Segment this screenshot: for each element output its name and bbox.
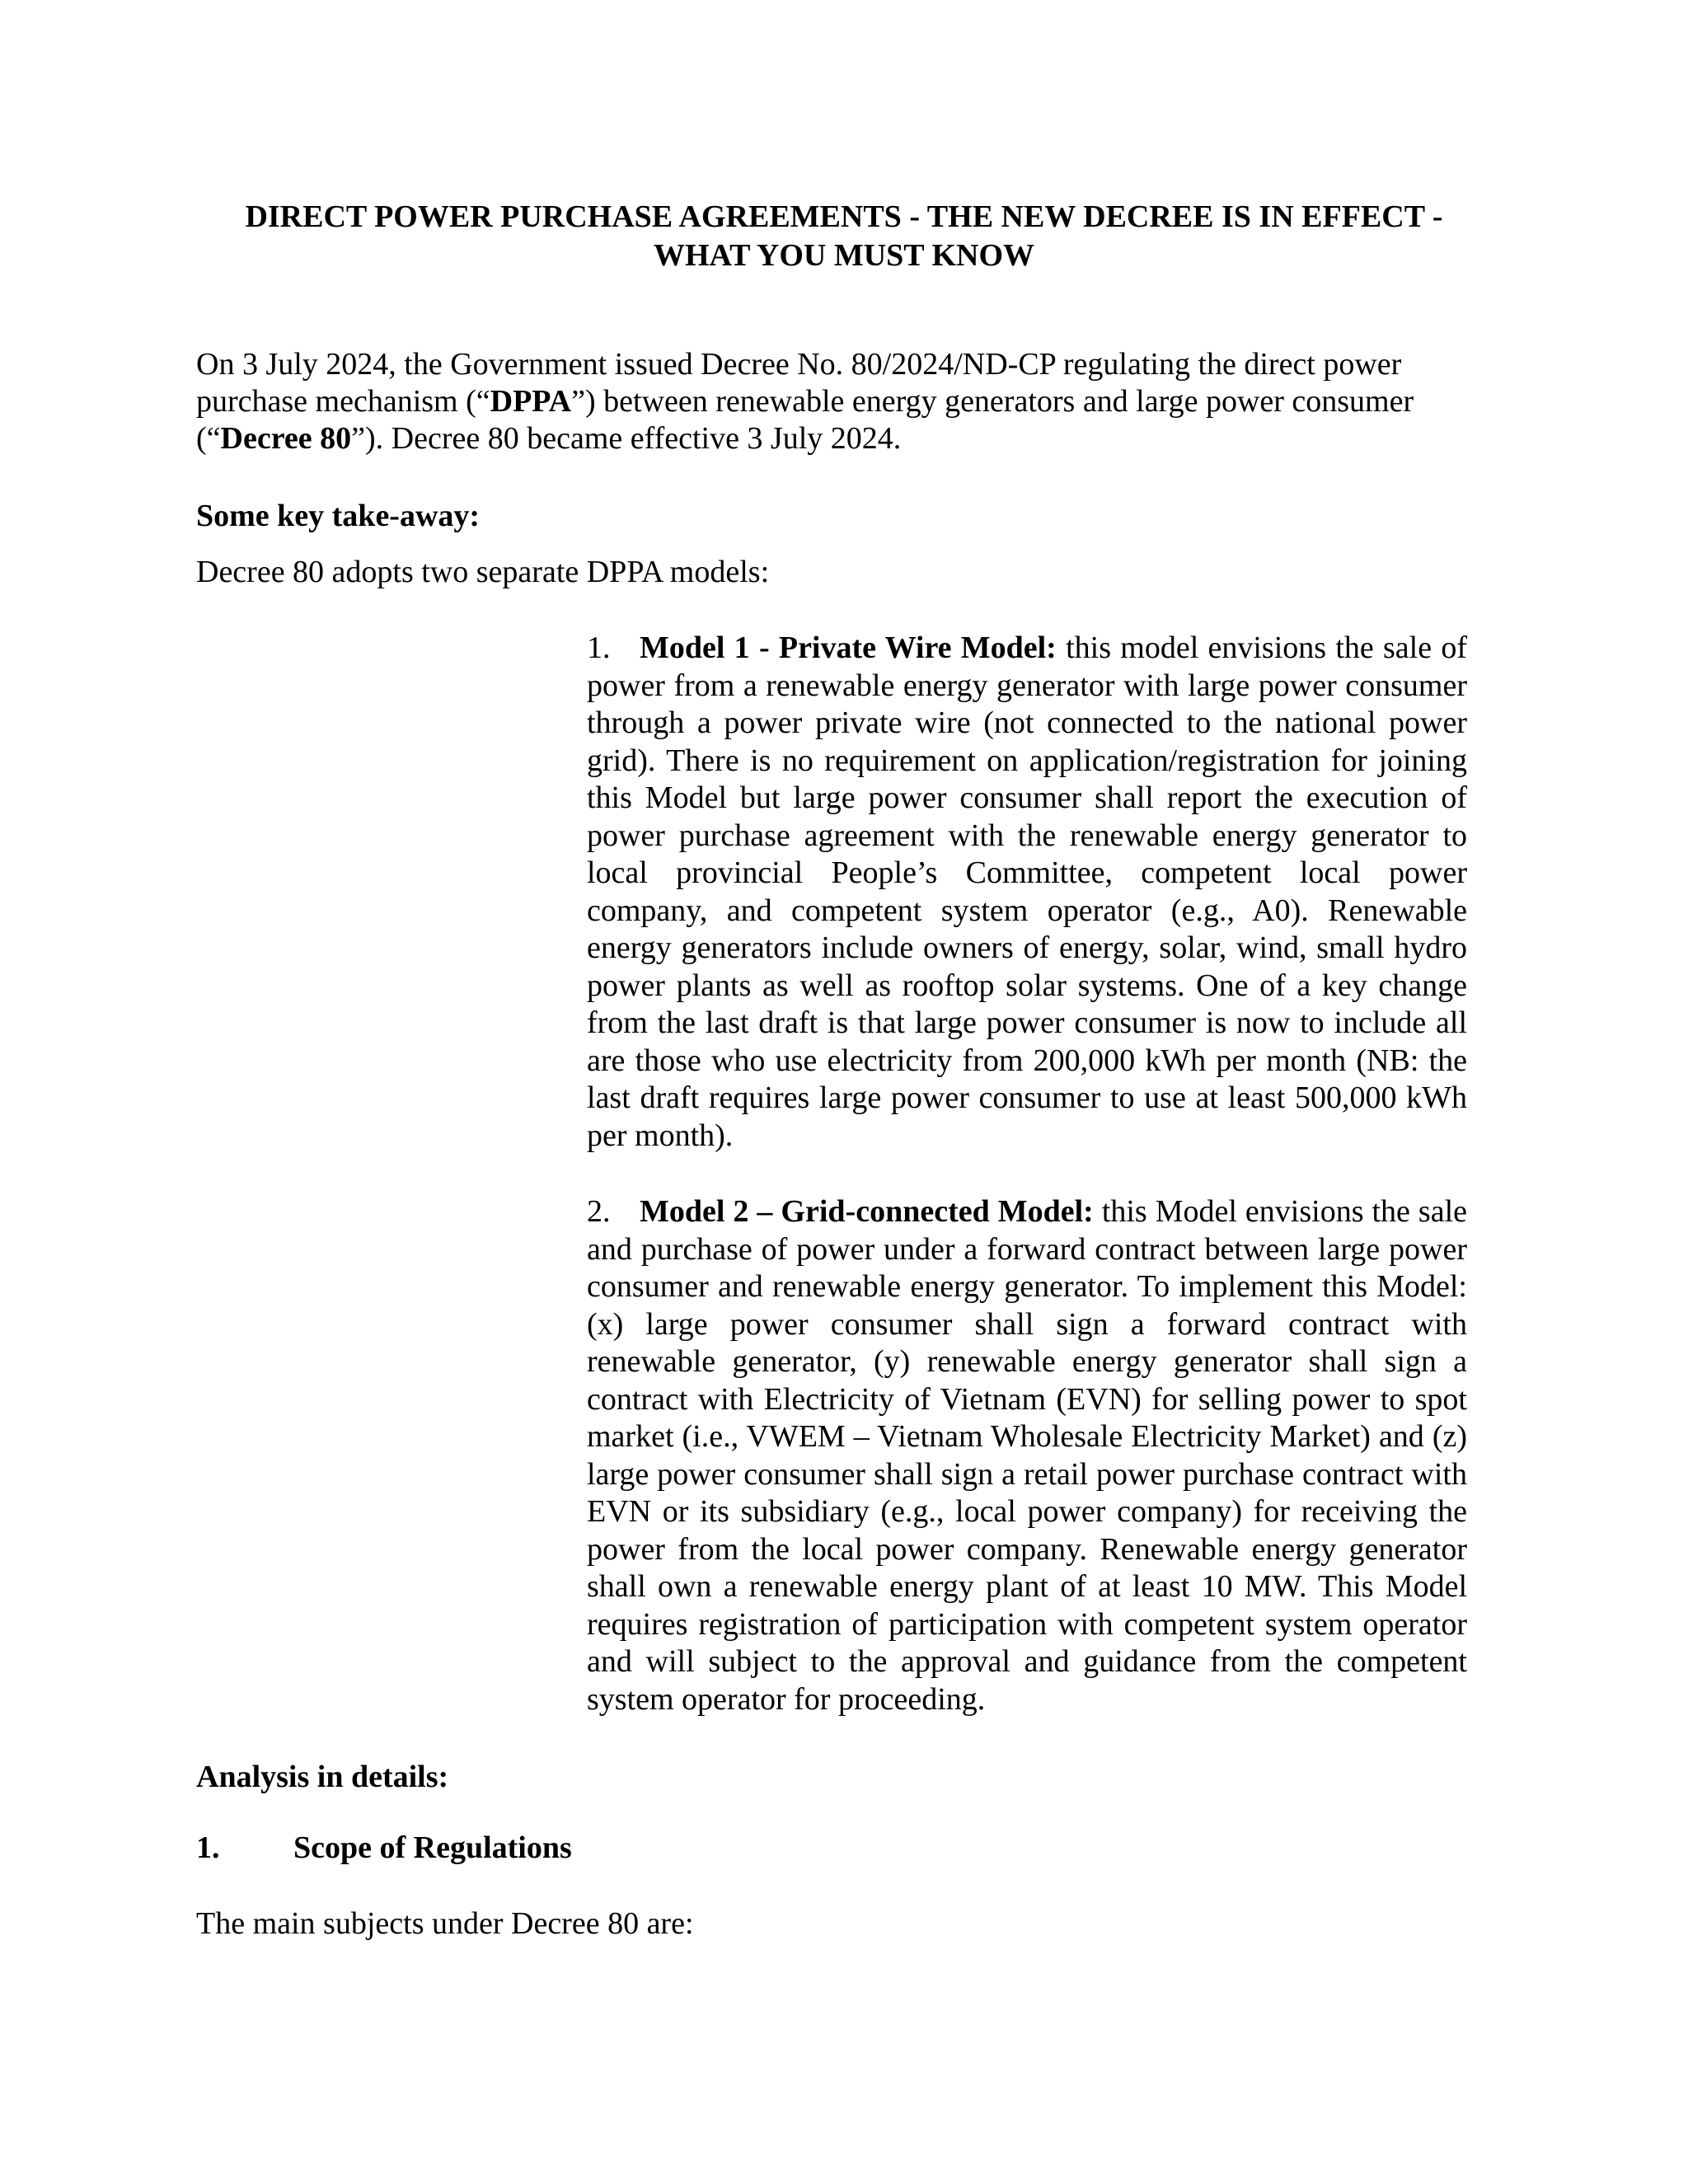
- intro-text-1: On 3 July 2024, the Government issued Decree No. 80/2024/ND-CP regulating the direct power purchase mechanism (“: [196, 347, 1402, 419]
- intro-paragraph: [196, 346, 1472, 457]
- model-1-number: 1.: [587, 630, 611, 665]
- model-2-item: [587, 1193, 1467, 1718]
- model-1-title: Model 1 - Private Wire Model:: [640, 630, 1057, 665]
- intro-term-dppa: DPPA: [490, 384, 572, 419]
- model-2-number: 2.: [587, 1194, 611, 1229]
- title-line-2: WHAT YOU MUST KNOW: [653, 238, 1035, 273]
- document-title: [196, 198, 1492, 275]
- section-1-number: 1.: [196, 1830, 220, 1865]
- model-1-item: [587, 630, 1467, 1155]
- intro-text-2: ”) between renewable energy generators and large power consumer (“: [196, 384, 1414, 456]
- takeaway-heading: Some key take-away:: [196, 499, 481, 533]
- section-1-title: Scope of Regulations: [293, 1830, 572, 1865]
- model-2-text: this Model envisions the sale and purchase of power under a forward contract between large power consumer and renewable energy generator. To implement this Model: (x) large power consumer shall sign a forward contract with renewable generator, (y) renewable energy generator shall sign a contract with Electricity of Vietnam (EVN) for selling power to spot market (i.e., VWEM – Vietnam Wholesale Electricity Market) and (z) large power consumer shall sign a retail power purchase contract with EVN or its subsidiary (e.g., local power company) for receiving the power from the local power company. Renewable energy generator shall own a renewable energy plant of at least 10 MW. This Model requires registration of participation with competent system operator and will subject to the approval and guidance from the competent system operator for proceeding.: [587, 1194, 1467, 1717]
- intro-text-3: ”). Decree 80 became effective 3 July 2024.: [351, 421, 902, 456]
- title-line-1: DIRECT POWER PURCHASE AGREEMENTS - THE NEW DECREE IS IN EFFECT -: [245, 199, 1443, 234]
- analysis-heading: Analysis in details:: [196, 1760, 449, 1794]
- model-2-title: Model 2 – Grid-connected Model:: [640, 1194, 1094, 1229]
- section-1-heading: [196, 1830, 572, 1867]
- model-1-text: this model envisions the sale of power from a renewable energy generator with large power consumer through a power private wire (not connected to the national power grid). There is no requirement on application/registration for joining this Model but large power consumer shall report the execution of power purchase agreement with the renewable energy generator to local provincial People’s Committee, competent local power company, and competent system operator (e.g., A0). Renewable energy generators include owners of energy, solar, wind, small hydro power plants as well as rooftop solar systems. One of a key change from the last draft is that large power consumer is now to include all are those who use electricity from 200,000 kWh per month (NB: the last draft requires large power consumer to use at least 500,000 kWh per month).: [587, 630, 1467, 1153]
- intro-term-decree: Decree 80: [220, 421, 352, 456]
- subjects-intro: The main subjects under Decree 80 are:: [196, 1906, 694, 1941]
- models-intro: Decree 80 adopts two separate DPPA models:: [196, 555, 770, 589]
